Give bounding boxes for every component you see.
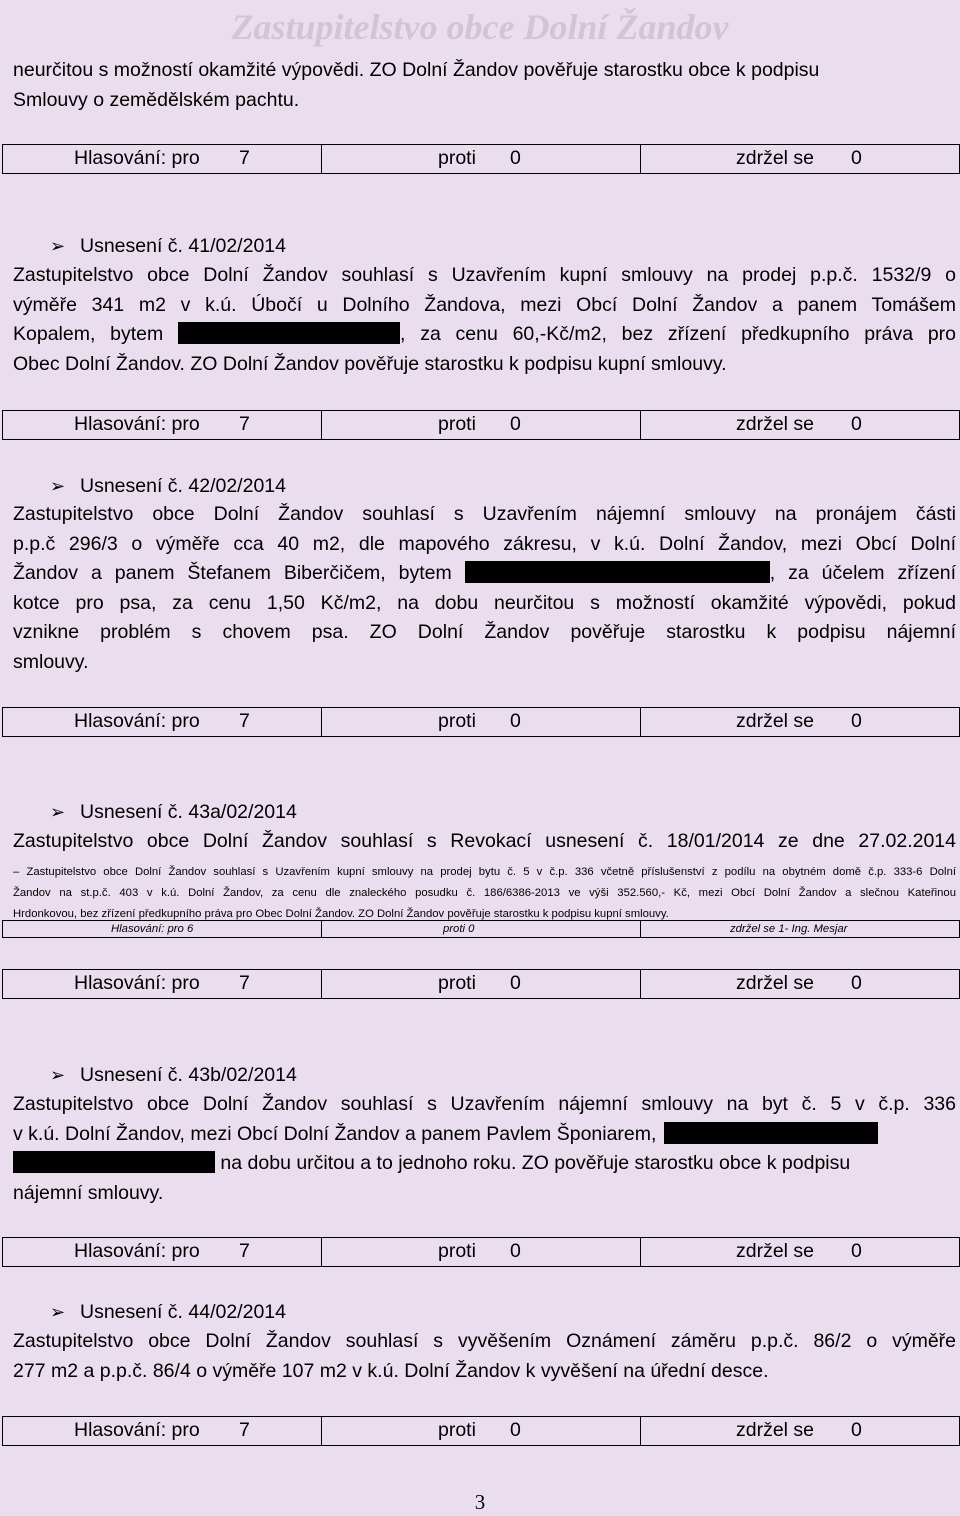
table-divider — [640, 707, 641, 737]
text-line: 0 — [510, 1240, 521, 1262]
text-line: Hlasování: pro — [74, 710, 200, 732]
table-divider — [321, 410, 322, 440]
text-line: 0 — [851, 1240, 862, 1262]
text-line: zdržel se — [736, 1419, 815, 1441]
text-line: p.p.č 296/3 o výměře cca 40 m2, dle mapového zákresu, v k.ú. Dolní Žandov, mezi Obcí Dolní — [13, 532, 956, 555]
table-divider — [640, 969, 641, 999]
vote-table — [2, 707, 960, 737]
text-line: Hlasování: pro — [74, 1240, 200, 1262]
table-divider — [321, 920, 322, 938]
text-line: Usnesení č. 43a/02/2014 — [80, 801, 297, 823]
text-line: 0 — [851, 413, 862, 435]
text-line: 7 — [239, 413, 250, 435]
resolution-heading — [50, 232, 286, 260]
text-line: vznikne problém s chovem psa. ZO Dolní Žandov pověřuje starostku k podpisu nájemní — [13, 621, 956, 644]
vote-proti-count: 0 — [510, 147, 521, 169]
intro-paragraph — [13, 56, 956, 115]
table-divider — [321, 144, 322, 174]
text-line: 7 — [239, 1240, 250, 1262]
text-line: proti 0 — [443, 923, 475, 935]
resolution-43a-text — [13, 827, 956, 857]
revoked-resolution-text — [13, 862, 956, 925]
text-line: Usnesení č. 44/02/2014 — [80, 1301, 286, 1323]
resolution-heading — [50, 1061, 297, 1089]
page-number: 3 — [474, 1490, 486, 1514]
text-line: výměře 341 m2 v k.ú. Úbočí u Dolního Žandova, mezi Obcí Dolní Žandov a panem Tomášem — [13, 293, 956, 316]
resolution-heading — [50, 1298, 286, 1326]
resolution-heading — [50, 472, 286, 500]
table-divider — [640, 410, 641, 440]
text-line: 0 — [510, 972, 521, 994]
vote-pro-label: Hlasování: pro — [74, 147, 200, 169]
text-line: Zastupitelstvo obce Dolní Žandov souhlasí s Uzavřením kupní smlouvy na prodej p.p.č. 1532/9 o — [13, 264, 956, 286]
arrow-bullet-icon: ➢ — [50, 476, 66, 496]
table-divider — [640, 1416, 641, 1446]
text-line: Kopalem, bytem — [13, 323, 164, 346]
text-line: proti — [438, 972, 476, 994]
text-line: Hlasování: pro — [74, 972, 200, 994]
text-line: proti — [438, 413, 476, 435]
vote-table — [2, 969, 960, 999]
text-line: zdržel se — [736, 413, 815, 435]
table-divider — [321, 969, 322, 999]
text-line: Usnesení č. 43b/02/2014 — [80, 1064, 297, 1086]
text-line: Usnesení č. 41/02/2014 — [80, 235, 286, 257]
text-line: Žandov a panem Štefanem Biberčičem, bytem — [13, 562, 452, 585]
intro-line: neurčitou s možností okamžité výpovědi. ZO Dolní Žandov pověřuje starostku obce k podpisu — [13, 59, 820, 81]
text-line: proti — [438, 710, 476, 732]
text-line: kotce pro psa, za cenu 1,50 Kč/m2, na dobu neurčitou s možností okamžité výpovědi, pokud — [13, 591, 956, 614]
text-line: smlouvy. — [13, 650, 89, 673]
text-line: 7 — [239, 710, 250, 732]
table-divider — [321, 1416, 322, 1446]
vote-table — [2, 410, 960, 440]
text-line: 7 — [239, 972, 250, 994]
resolution-41-text — [13, 261, 956, 379]
intro-line: Smlouvy o zemědělském pachtu. — [13, 88, 300, 111]
arrow-bullet-icon: ➢ — [50, 236, 66, 256]
small-vote-table — [2, 920, 960, 938]
table-divider — [640, 920, 641, 938]
text-line: Hlasování: pro — [74, 413, 200, 435]
text-line: 277 m2 a p.p.č. 86/4 o výměře 107 m2 v k.ú. Dolní Žandov k vyvěšení na úřední desce. — [13, 1359, 769, 1382]
text-line: Obec Dolní Žandov. ZO Dolní Žandov pověřuje starostku k podpisu kupní smlouvy. — [13, 352, 727, 375]
arrow-bullet-icon: ➢ — [50, 1302, 66, 1322]
vote-zdrzel-label: zdržel se — [736, 147, 815, 169]
text-line: proti — [438, 1419, 476, 1441]
text-line: Hrdonkovou, bez zřízení předkupního práva pro Obec Dolní Žandov. ZO Dolní Žandov pověřuje starostku k podpisu kupní smlouvy. — [13, 908, 669, 920]
text-line: zdržel se — [736, 972, 815, 994]
text-line: nájemní smlouvy. — [13, 1181, 164, 1204]
text-line: 0 — [851, 972, 862, 994]
redacted-block — [13, 1151, 215, 1173]
arrow-bullet-icon: ➢ — [50, 802, 66, 822]
page-header-title: Zastupitelstvo obce Dolní Žandov — [231, 7, 729, 47]
text-line: 0 — [510, 710, 521, 732]
table-divider — [321, 707, 322, 737]
text-line: zdržel se — [736, 1240, 815, 1262]
text-line: Zastupitelstvo obce Dolní Žandov souhlasí s Uzavřením nájemní smlouvy na byt č. 5 v č.p. 336 — [13, 1093, 956, 1115]
text-line: proti — [438, 1240, 476, 1262]
redacted-block — [465, 561, 770, 583]
redacted-block — [178, 322, 400, 344]
text-line: 0 — [851, 1419, 862, 1441]
text-line: 0 — [510, 1419, 521, 1441]
resolution-43b-text — [13, 1090, 956, 1208]
text-line: Zastupitelstvo obce Dolní Žandov souhlasí s vyvěšením Oznámení záměru p.p.č. 86/2 o výměře — [13, 1330, 956, 1352]
resolution-44-text — [13, 1327, 956, 1386]
resolution-heading — [50, 798, 297, 826]
vote-zdrzel-count: 0 — [851, 147, 862, 169]
table-divider — [321, 1237, 322, 1267]
text-line: 0 — [510, 413, 521, 435]
table-divider — [640, 1237, 641, 1267]
text-line: zdržel se — [736, 710, 815, 732]
text-line: – Zastupitelstvo obce Dolní Žandov souhlasí s Uzavřením kupní smlouvy na prodej bytu č. 5 v č.p. 336 včetně příslušenství z podílu na obytném domě č.p. 333-6 Dolní — [13, 866, 956, 878]
table-divider — [640, 144, 641, 174]
vote-table — [2, 1416, 960, 1446]
vote-proti-label: proti — [438, 147, 476, 169]
vote-table — [2, 1237, 960, 1267]
text-line: Zastupitelstvo obce Dolní Žandov souhlasí s Revokací usnesení č. 18/01/2014 ze dne 27.02.2014 — [13, 830, 956, 852]
text-line: Hlasování: pro — [74, 1419, 200, 1441]
vote-pro-count: 7 — [239, 147, 250, 169]
redacted-block — [664, 1122, 878, 1144]
vote-table — [2, 144, 960, 174]
text-line: Hlasování: pro 6 — [111, 923, 194, 935]
arrow-bullet-icon: ➢ — [50, 1065, 66, 1085]
text-line: zdržel se 1- Ing. Mesjar — [730, 923, 848, 935]
text-line: na dobu určitou a to jednoho roku. ZO pověřuje starostku obce k podpisu — [220, 1152, 851, 1175]
text-line: 0 — [851, 710, 862, 732]
text-line: Usnesení č. 42/02/2014 — [80, 475, 286, 497]
text-line: 7 — [239, 1419, 250, 1441]
text-line: Žandov na st.p.č. 403 v k.ú. Dolní Žandov, za cenu dle znaleckého posudku č. 186/6386-2013 ve výši 352.560,- Kč, mezi Obcí Dolní Žandov a slečnou Kateřinou — [13, 887, 956, 899]
text-line: v k.ú. Dolní Žandov, mezi Obcí Dolní Žandov a panem Pavlem Šponiarem, — [13, 1122, 657, 1145]
text-line: , za účelem zřízení — [769, 562, 956, 585]
text-line: , za cenu 60,-Kč/m2, bez zřízení předkupního práva pro — [400, 323, 957, 346]
resolution-42-text — [13, 500, 956, 678]
text-line: Zastupitelstvo obce Dolní Žandov souhlasí s Uzavřením nájemní smlouvy na pronájem části — [13, 503, 956, 525]
